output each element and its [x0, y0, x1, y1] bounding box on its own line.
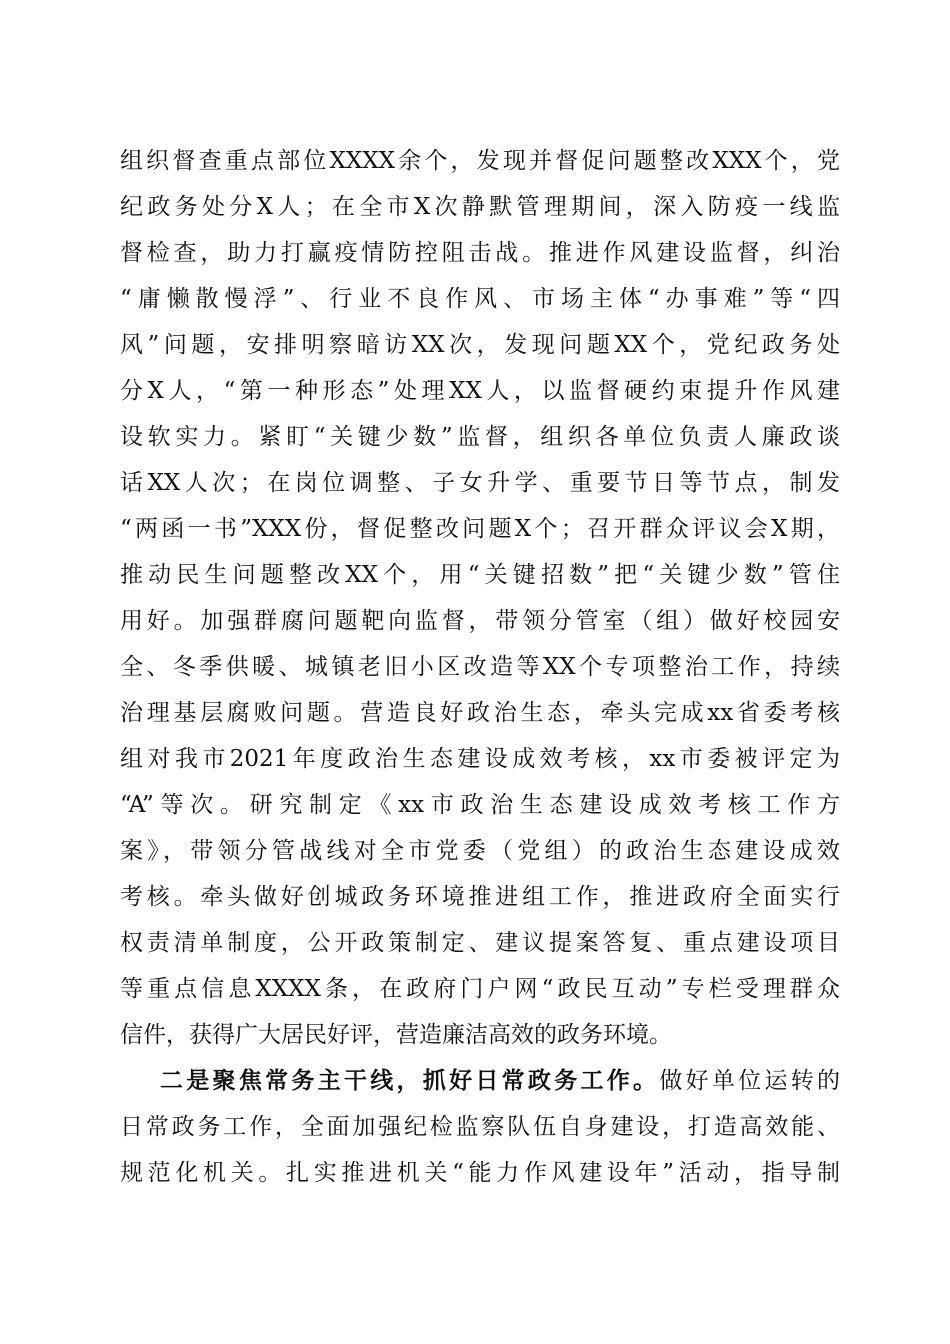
paragraph-1-line-10: 推动民生问题整改XX个，用“关键招数”把“关键少数”管住 [120, 562, 840, 588]
paragraph-1-line-1: 组织督查重点部位XXXX余个，发现并督促问题整改XXX个，党 [120, 148, 840, 174]
paragraph-1-line-9: “两函一书”XXX份，督促整改问题X个；召开群众评议会X期， [120, 516, 840, 542]
paragraph-2-first-line-text: 做好单位运转的 [659, 1068, 840, 1094]
paragraph-1-line-19: 等重点信息XXXX条，在政府门户网“政民互动”专栏受理群众 [120, 976, 840, 1002]
paragraph-1-line-5: 风”问题，安排明察暗访XX次，发现问题XX个，党纪政务处 [120, 332, 840, 358]
body-text [120, 138, 840, 1196]
paragraph-1-line-3: 督检查，助力打赢疫情防控阻击战。推进作风建设监督，纠治 [120, 240, 840, 266]
paragraph-1-line-7: 设软实力。紧盯“关键少数”监督，组织各单位负责人廉政谈 [120, 424, 840, 450]
paragraph-1-line-17: 考核。牵头做好创城政务环境推进组工作，推进政府全面实行 [120, 884, 840, 910]
paragraph-1-line-11: 用好。加强群腐问题靶向监督，带领分管室（组）做好校园安 [120, 608, 840, 634]
paragraph-1-line-12: 全、冬季供暖、城镇老旧小区改造等XX个专项整治工作，持续 [120, 654, 840, 680]
paragraph-1-line-8: 话XX人次；在岗位调整、子女升学、重要节日等节点，制发 [120, 470, 840, 496]
paragraph-1-line-20: 信件，获得广大居民好评，营造廉洁高效的政务环境。 [120, 1022, 672, 1048]
paragraph-1-line-2: 纪政务处分X人；在全市X次静默管理期间，深入防疫一线监 [120, 194, 840, 220]
paragraph-1-line-16: 案》，带领分管战线对全市党委（党组）的政治生态建设成效 [120, 838, 840, 864]
paragraph-1-line-15: “A”等次。研究制定《xx市政治生态建设成效考核工作方 [120, 792, 840, 818]
paragraph-1-line-4: “庸懒散慢浮”、行业不良作风、市场主体“办事难”等“四 [120, 286, 840, 312]
paragraph-2-line-2: 日常政务工作，全面加强纪检监察队伍自身建设，打造高效能、 [120, 1114, 840, 1140]
paragraph-1-line-18: 权责清单制度，公开政策制定、建议提案答复、重点建设项目 [120, 930, 840, 956]
paragraph-2-heading: 二是聚焦常务主干线，抓好日常政务工作。 [160, 1067, 660, 1094]
paragraph-2-line-1 [120, 1058, 840, 1104]
paragraph-1-line-6: 分X人，“第一种形态”处理XX人，以监督硬约束提升作风建 [120, 378, 840, 404]
paragraph-1-line-13: 治理基层腐败问题。营造良好政治生态，牵头完成xx省委考核 [120, 700, 840, 726]
paragraph-2-line-3: 规范化机关。扎实推进机关“能力作风建设年”活动，指导制 [120, 1160, 840, 1186]
paragraph-1-line-14: 组对我市2021年度政治生态建设成效考核，xx市委被评定为 [120, 746, 840, 772]
